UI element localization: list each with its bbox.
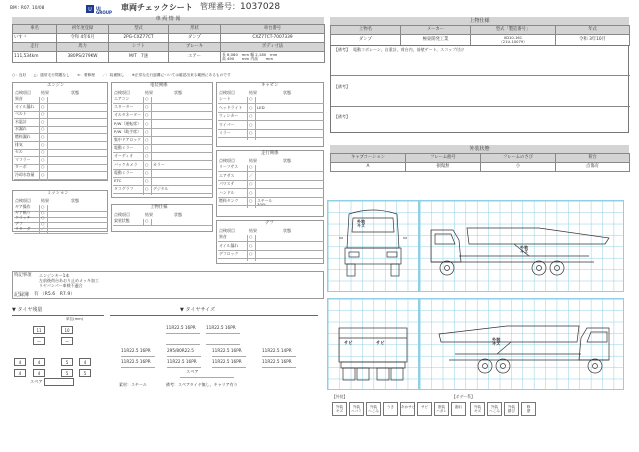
triangle-icon: ▼ bbox=[180, 307, 186, 313]
check-item-label: ミラー bbox=[219, 130, 231, 135]
check-item-result: ○ bbox=[41, 156, 45, 162]
exterior-header-rust: フレームのさび bbox=[481, 154, 556, 163]
check-item-label: セル bbox=[15, 149, 23, 155]
exterior-value-rust: 小 bbox=[481, 163, 556, 172]
check-item-result: ○ bbox=[41, 111, 45, 117]
check-item-label: 燃料タンク bbox=[219, 198, 239, 203]
check-item-result: ○ bbox=[249, 198, 253, 203]
check-item-result: ○ bbox=[249, 130, 253, 135]
check-item-result: ○ bbox=[41, 103, 45, 109]
diff-section bbox=[216, 220, 324, 264]
check-item-status: LED bbox=[257, 104, 265, 110]
check-item-result: ○ bbox=[249, 121, 253, 127]
triangle-icon: ▼ bbox=[12, 307, 18, 313]
check-item-result: ○ bbox=[41, 204, 45, 209]
stamp-legend-item: 修 歴 bbox=[521, 402, 536, 416]
check-item-result: ○ bbox=[145, 137, 149, 142]
tire-size-8: 11R22.5 16PR bbox=[167, 359, 197, 364]
check-item-label: クラッチ bbox=[15, 215, 31, 221]
check-item-result: ○ bbox=[145, 112, 149, 118]
value-shape: ダンプ bbox=[169, 34, 221, 43]
check-item-label: エアコン bbox=[114, 96, 130, 101]
check-item-label: ギア鳴り bbox=[15, 209, 31, 215]
header-mileage: 走行 bbox=[13, 43, 57, 52]
check-item-label: ヘッドライト bbox=[219, 104, 243, 110]
stamp-legend-item: 外装 キズ bbox=[470, 402, 485, 416]
check-item-label: ギア操作 bbox=[15, 204, 31, 209]
exterior-table bbox=[330, 153, 630, 172]
tire-size-2: 11R22.5 16PR bbox=[206, 325, 236, 330]
spec-header-year: 年式 bbox=[556, 26, 630, 35]
electric-title: 電装関係 bbox=[150, 83, 168, 88]
running-col-status: 状態 bbox=[283, 158, 291, 163]
header-shift: シフト bbox=[109, 43, 169, 52]
check-item-result: ○ bbox=[145, 128, 149, 134]
header-car-name: 車名 bbox=[13, 25, 57, 34]
notes-line-2: 左前後荷台あおり止めメッキ加工 bbox=[39, 278, 99, 283]
check-item-result: ○ bbox=[145, 178, 149, 183]
tire-size-title bbox=[180, 308, 215, 313]
check-item-result: ○ bbox=[41, 215, 45, 221]
stamp-legend-item: 割れ bbox=[451, 402, 466, 416]
check-item-label: リターダ bbox=[15, 226, 31, 232]
header-body-dim: ボディ寸法 bbox=[221, 43, 325, 52]
tire-depth-label: タイヤ残量 bbox=[17, 307, 43, 313]
tire-depth-3ro: 4 bbox=[79, 358, 91, 366]
header-power: 馬力 bbox=[57, 43, 109, 52]
check-item-label: オルタネーター bbox=[114, 112, 142, 118]
check-item-label: P/W（運転席） bbox=[114, 120, 141, 126]
check-item-result: ○ bbox=[145, 161, 149, 167]
check-item-label: パワステ bbox=[219, 181, 235, 186]
check-item-label: 異音 bbox=[15, 96, 23, 101]
cabin-col-cat: 点検項目 bbox=[219, 90, 235, 95]
exterior-title: 外装状態 bbox=[330, 145, 629, 153]
check-item-result: ○ bbox=[41, 220, 45, 226]
spec-memo3-label: 【備考】 bbox=[334, 114, 350, 119]
truck-side-right-drawing bbox=[419, 298, 624, 390]
exterior-value-bed: 点傷有 bbox=[556, 163, 630, 172]
value-body-dim: 長 8,080 mm 幅 2,180 mm 高 490 mm 内高 mm bbox=[221, 52, 325, 63]
company-logo: U UJ GROUP bbox=[86, 5, 112, 13]
check-item-result: ○ bbox=[249, 189, 253, 195]
running-col-cat: 点検項目 bbox=[219, 158, 235, 163]
record-book-label: 記録簿 bbox=[14, 292, 30, 298]
spec-memo-text: 電動コボレーン、自重計、荷台内、前壁ゲート、スコップ付け bbox=[353, 47, 465, 52]
cabin-title: キャビン bbox=[261, 83, 279, 88]
check-item-label: デフロック bbox=[219, 251, 239, 256]
value-power: 380PS/279KW bbox=[57, 52, 109, 63]
mark-front-scratch: 外装 キズ bbox=[357, 219, 365, 229]
engine-col-result: 結果 bbox=[41, 90, 49, 95]
running-col-result: 結果 bbox=[249, 158, 257, 163]
check-item-label: P/W（助手席） bbox=[114, 128, 141, 134]
mark-side-right-scratch: 外装 キズ bbox=[492, 337, 501, 347]
spec-value-year: 令和 3年10月 bbox=[556, 35, 630, 46]
upper-col-result: 結果 bbox=[145, 212, 153, 217]
engine-section bbox=[12, 82, 108, 181]
check-item-label: ウィンカー bbox=[219, 113, 239, 118]
check-item-label: オーディオ bbox=[114, 153, 134, 159]
header-chassis: 車台番号 bbox=[221, 25, 325, 34]
check-item-result: ○ bbox=[145, 96, 149, 101]
diff-col-cat: 点検項目 bbox=[219, 228, 235, 233]
mission-col-cat: 点検項目 bbox=[15, 198, 31, 203]
check-item-result: ○ bbox=[41, 134, 45, 139]
check-item-label: ワイパー bbox=[219, 121, 235, 127]
check-item-label: 水漏れ bbox=[15, 126, 27, 132]
electric-section bbox=[111, 82, 213, 198]
tire-unit: 単位(mm) bbox=[66, 317, 83, 321]
tire-size-1: 11R22.5 16PR bbox=[166, 325, 196, 330]
upper-title: 上物仕様 bbox=[150, 205, 168, 210]
spec-title: 上物仕様 bbox=[330, 17, 629, 25]
exterior-header-frame: フレーム曲号 bbox=[406, 154, 481, 163]
value-chassis: CXZ77CT-7007339 bbox=[221, 34, 325, 43]
tire-depth-4ro: 5 bbox=[79, 369, 91, 377]
exterior-value-cab: A bbox=[331, 163, 406, 172]
tire-size-9: 11R22.5 16PR bbox=[212, 359, 242, 364]
tire-size-5: 11R22.5 16PR bbox=[212, 348, 242, 353]
check-item-result: ○ bbox=[145, 120, 149, 126]
tire-depth-2r: — bbox=[61, 337, 73, 345]
diff-col-result: 結果 bbox=[249, 228, 257, 233]
check-item-label: デフ bbox=[15, 220, 23, 226]
check-item-label: 水温計 bbox=[15, 118, 27, 124]
check-item-label: ターボ bbox=[15, 164, 27, 170]
truck-front-drawing bbox=[327, 200, 419, 292]
check-item-label: 排気 bbox=[15, 141, 23, 147]
tire-size-10: 11R22.5 16PR bbox=[262, 359, 292, 364]
tire-depth-fr: 10 bbox=[61, 326, 73, 334]
stamp-body-label: 【ボデー系】 bbox=[452, 394, 475, 399]
tire-depth-3ri: 5 bbox=[61, 358, 73, 366]
spec-header-model: 型式「製造番号」 bbox=[471, 26, 556, 35]
cabin-col-result: 結果 bbox=[249, 90, 257, 95]
spec-table bbox=[330, 25, 630, 46]
stamp-legend-item: 塗装 ハガレ bbox=[434, 402, 449, 416]
truck-rear-drawing bbox=[327, 298, 419, 390]
tire-depth-4ri: 5 bbox=[61, 369, 73, 377]
tire-depth-3li: 4 bbox=[33, 358, 45, 366]
value-mileage: 111,534km bbox=[13, 52, 57, 63]
check-item-result: ○ bbox=[41, 141, 45, 147]
tire-size-4: 295/80R22.5 bbox=[167, 348, 194, 353]
header-model: 型式 bbox=[109, 25, 169, 34]
check-item-label: エアサス bbox=[219, 172, 235, 178]
stamp-legend-item: サビ bbox=[417, 402, 432, 416]
stamp-legend-item: 外装 キズ bbox=[332, 402, 347, 416]
check-item-label: マフラー bbox=[15, 156, 31, 162]
check-item-result: ○ bbox=[249, 113, 253, 118]
spec-header-name: 上物名 bbox=[331, 26, 401, 35]
check-item-result: ○ bbox=[41, 172, 45, 177]
check-item-label: ハンドル bbox=[219, 189, 235, 195]
mark-rear-rust-1: サビ bbox=[344, 340, 353, 345]
spec-memo2-label: 【備考】 bbox=[334, 84, 350, 89]
check-item-label: 架装状態 bbox=[114, 218, 130, 223]
engine-title: エンジン bbox=[47, 83, 65, 88]
check-item-result: ○ bbox=[145, 104, 149, 110]
mission-col-status: 状態 bbox=[71, 198, 79, 203]
tire-depth-fl: 11 bbox=[33, 326, 45, 334]
check-item-label: リーフサス bbox=[219, 164, 239, 169]
vehicle-info-title: 車 両 情 報 bbox=[12, 17, 324, 24]
check-item-label: 燃料漏れ bbox=[15, 134, 31, 139]
notes-label: 特記事項 bbox=[14, 273, 32, 278]
value-first-reg: 令和 4年6月 bbox=[57, 34, 109, 43]
cabin-section bbox=[216, 82, 324, 147]
check-item-result: ○ bbox=[249, 181, 253, 186]
check-item-status: デジタル bbox=[153, 186, 169, 192]
check-item-result: ○ bbox=[41, 209, 45, 215]
check-item-label: 冷却水容量 bbox=[15, 172, 35, 177]
engine-col-status: 状態 bbox=[71, 90, 79, 95]
check-item-result: ○ bbox=[145, 186, 149, 192]
management-number: 管理番号：1037028 bbox=[200, 2, 281, 12]
header-brake: ブレーキ bbox=[169, 43, 221, 52]
upper-section bbox=[111, 204, 213, 232]
exterior-header-cab: キャブコーション bbox=[331, 154, 406, 163]
tire-size-spare-label: スペア bbox=[186, 369, 199, 374]
upper-col-cat: 点検項目 bbox=[114, 212, 130, 217]
check-item-label: タコグラフ bbox=[114, 186, 134, 192]
check-item-label: 異音 bbox=[219, 234, 227, 239]
tire-size-label: タイヤサイズ bbox=[185, 307, 215, 313]
spec-value-maker: 極東開発工業 bbox=[401, 35, 471, 46]
mission-title: ミッション bbox=[47, 191, 69, 196]
check-item-result: ○ bbox=[145, 218, 149, 223]
exterior-header-bed: 荷台 bbox=[556, 154, 630, 163]
spec-memo-box bbox=[330, 45, 629, 133]
stamp-legend-item: 外装 へこみ bbox=[487, 402, 502, 416]
vehicle-info-table-1 bbox=[12, 24, 325, 63]
page-title: 車両チェックシート bbox=[121, 3, 193, 12]
check-item-label: ベルト bbox=[15, 111, 27, 117]
check-item-label: スターター bbox=[114, 104, 134, 110]
check-item-result: ／ bbox=[249, 172, 253, 178]
value-brake: エアー bbox=[169, 52, 221, 63]
tire-size-7: 11R22.5 16PR bbox=[121, 359, 151, 364]
check-item-result: ○ bbox=[249, 234, 253, 239]
check-item-label: バックカメラ bbox=[114, 161, 138, 167]
electric-col-cat: 点検項目 bbox=[114, 90, 130, 95]
check-item-status: カラー bbox=[153, 161, 165, 167]
electric-col-result: 結果 bbox=[145, 90, 153, 95]
spec-value-model: 0D10-161 （21U-10079） bbox=[471, 35, 556, 46]
check-item-result: ／ bbox=[41, 226, 45, 232]
notes-line-3: リヤバンパー車検不適合 bbox=[39, 283, 83, 288]
tire-note: 備考：スペアタイヤ無し、キャリア有り bbox=[166, 382, 238, 387]
check-item-result: ○ bbox=[41, 118, 45, 124]
upper-col-status: 状態 bbox=[174, 212, 182, 217]
mark-side-scratch: 外装 キズ bbox=[520, 245, 528, 255]
check-item-label: 電動ミラー bbox=[114, 169, 134, 175]
check-item-result: ○ bbox=[145, 169, 149, 175]
print-date: BM : R07. 10/08 bbox=[10, 6, 45, 11]
tire-spare-box bbox=[44, 378, 74, 386]
spec-header-maker: メーカー bbox=[401, 26, 471, 35]
stamp-legend-item: あかサビ bbox=[400, 402, 415, 416]
check-item-label: ETC bbox=[114, 178, 122, 183]
header-shape: 形状 bbox=[169, 25, 221, 34]
check-item-label: 集中ドアロック bbox=[114, 137, 142, 142]
legend-text: ○：良好 △：通常走行問題なし ×：要修理 ／：装備無し ※正常な走行距離については確認出来る範囲にあるものです bbox=[12, 73, 231, 77]
stamp-ext-label: 【外装】 bbox=[332, 394, 348, 399]
mission-col-result: 結果 bbox=[41, 198, 49, 203]
notes-line-1: エンジンキー1本 bbox=[39, 273, 70, 278]
check-item-result: ○ bbox=[249, 104, 253, 110]
check-item-result: ○ bbox=[249, 96, 253, 101]
check-item-result: ○ bbox=[41, 149, 45, 155]
stamp-legend-item: うき bbox=[383, 402, 398, 416]
check-item-label: オイル漏れ bbox=[219, 242, 239, 248]
cabin-col-status: 状態 bbox=[283, 90, 291, 95]
tire-spare-label: スペア bbox=[30, 379, 43, 384]
tire-size-6: 11R22.5 14PR bbox=[262, 348, 292, 353]
check-item-result: ○ bbox=[145, 153, 149, 159]
stamp-legend-item: 外装 錆び bbox=[504, 402, 519, 416]
check-item-result: ○ bbox=[249, 242, 253, 248]
running-title: 走行関係 bbox=[261, 151, 279, 156]
tire-depth-4lo: 4 bbox=[14, 369, 26, 377]
record-book-value: 有 （R5.6 R7.9） bbox=[34, 292, 75, 297]
notes-section bbox=[12, 271, 324, 299]
tire-size-3: 11R22.5 16PR bbox=[121, 348, 151, 353]
value-shift: M/T 7速 bbox=[109, 52, 169, 63]
value-car-name: いすゞ bbox=[13, 34, 57, 43]
check-item-result: ○ bbox=[41, 96, 45, 101]
engine-col-cat: 点検項目 bbox=[15, 90, 31, 95]
check-item-result: ○ bbox=[145, 145, 149, 151]
value-model: 2PG-CXZ77CT bbox=[109, 34, 169, 43]
check-item-result: ○ bbox=[41, 164, 45, 170]
check-item-result: ○ bbox=[249, 164, 253, 169]
electric-col-status: 状態 bbox=[174, 90, 182, 95]
spec-value-name: ダンプ bbox=[331, 35, 401, 46]
check-item-label: オイル漏れ bbox=[15, 103, 35, 109]
check-item-label: シート bbox=[219, 96, 231, 101]
tire-depth-2l: — bbox=[33, 337, 45, 345]
diff-title: デフ bbox=[265, 221, 274, 226]
stamp-legend-item: 外装 ヘコミ bbox=[349, 402, 364, 416]
header-first-reg: 初年度登録 bbox=[57, 25, 109, 34]
mission-section bbox=[12, 190, 108, 232]
check-item-result: ○ bbox=[41, 126, 45, 132]
check-item-label: 電動ミラー bbox=[114, 145, 134, 151]
tire-depth-3lo: 4 bbox=[14, 358, 26, 366]
check-item-status: スチール 300L bbox=[257, 198, 273, 207]
tire-depth-4li: 4 bbox=[33, 369, 45, 377]
exterior-value-frame: 損傷無 bbox=[406, 163, 481, 172]
svg-text:U: U bbox=[88, 8, 92, 13]
running-section bbox=[216, 150, 324, 217]
check-item-result: ○ bbox=[249, 251, 253, 256]
tire-material: 素材：スチール bbox=[119, 382, 147, 387]
stamp-legend-item: 外装 へこみ bbox=[366, 402, 381, 416]
spec-memo-label: 【備考】 bbox=[334, 47, 350, 52]
tire-depth-title bbox=[12, 308, 42, 313]
diff-col-status: 状態 bbox=[283, 228, 291, 233]
mark-rear-rust-2: サビ bbox=[376, 340, 385, 345]
